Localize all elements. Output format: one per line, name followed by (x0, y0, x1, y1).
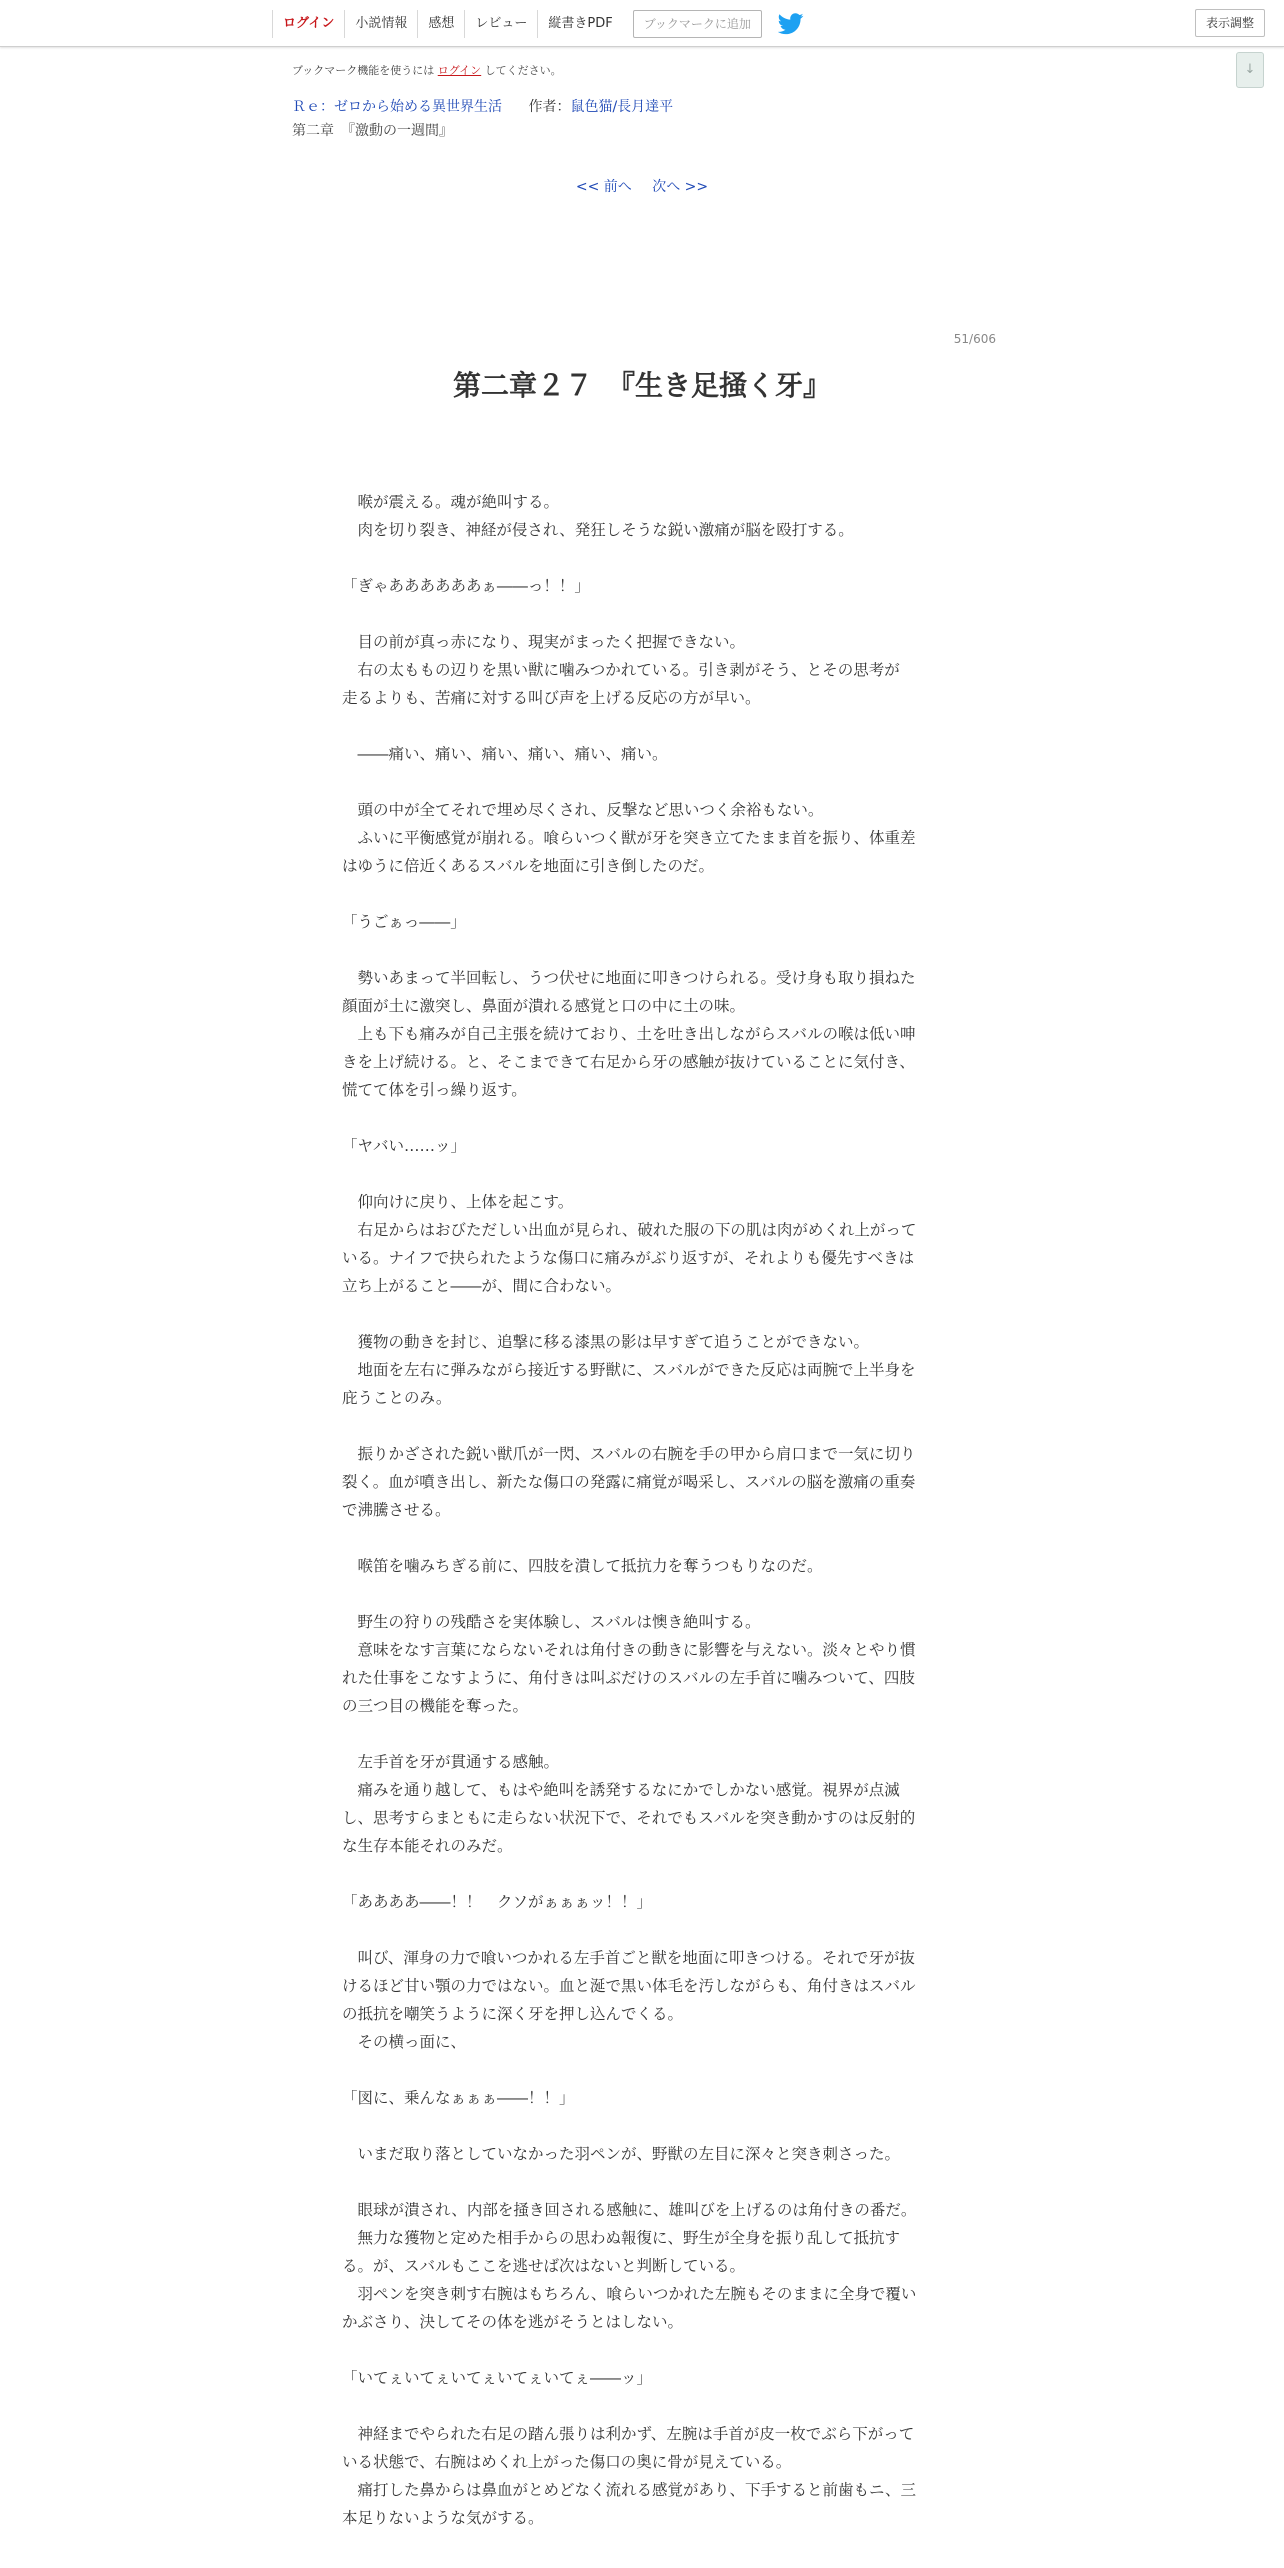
body-line (342, 544, 942, 572)
body-line: その横っ面に、 (342, 2033, 467, 2051)
body-line (342, 1160, 942, 1188)
body-line (342, 712, 942, 740)
body-line: れた仕事をこなすように、角付きは叫ぶだけのスバルの左手首に噛みついて、四肢 (342, 1669, 915, 1687)
body-line: 裂く。血が噴き出し、新たな傷口の発露に痛覚が喝采し、スバルの脳を激痛の重奏 (342, 1473, 916, 1491)
bookmark-notice (292, 62, 562, 78)
body-line: る。が、スバルもここを逃せば次はないと判断している。 (342, 2257, 746, 2275)
next-link[interactable]: 次へ >> (652, 179, 709, 195)
body-line: 頭の中が全てそれで埋め尽くされ、反撃など思いつく余裕もない。 (342, 801, 824, 819)
body-line: 神経までやられた右足の踏ん張りは利かず、左腕は手首が皮一枚でぶら下がって (342, 2425, 915, 2443)
body-line: いる。ナイフで抉られたような傷口に痛みがぶり返すが、それよりも優先すべきは (342, 1249, 915, 1267)
body-line: 獲物の動きを封じ、追撃に移る漆黒の影は早すぎて追うことができない。 (342, 1333, 870, 1351)
body-line (342, 1524, 942, 1552)
body-line (342, 1104, 942, 1132)
series-info (292, 96, 673, 116)
novel-body (342, 488, 942, 2532)
body-line: 右足からはおびただしい出血が見られ、破れた服の下の肌は肉がめくれ上がって (342, 1221, 917, 1239)
body-line: 目の前が真っ赤になり、現実がまったく把握できない。 (342, 633, 746, 651)
body-line: 肉を切り裂き、神経が侵され、発狂しそうな鋭い激痛が脳を殴打する。 (342, 521, 854, 539)
body-line: 眼球が潰され、内部を掻き回される感触に、雄叫びを上げるのは角付きの番だ。 (342, 2201, 917, 2219)
body-line (342, 1300, 942, 1328)
body-line (342, 1916, 942, 1944)
body-line (342, 2112, 942, 2140)
bookmark-notice-post: してください。 (481, 64, 562, 77)
body-line: 喉が震える。魂が絶叫する。 (342, 493, 560, 511)
body-line: 「いてぇいてぇいてぇいてぇいてぇ――ッ」 (342, 2369, 653, 2387)
body-line: ふいに平衡感覚が崩れる。喰らいつく獣が牙を突き立てたまま首を振り、体重差 (342, 829, 916, 847)
body-line: 痛打した鼻からは鼻血がとめどなく流れる感覚があり、下手すると前歯もニ、三 (342, 2481, 916, 2499)
body-line: 仰向けに戻り、上体を起こす。 (342, 1193, 574, 1211)
body-line: 叫び、渾身の力で喰いつかれる左手首ごと獣を地面に叩きつける。それで牙が抜 (342, 1949, 915, 1967)
body-line: の三つ目の機能を奪った。 (342, 1697, 529, 1715)
scroll-down-button[interactable]: ↓ (1236, 52, 1264, 88)
body-line: いる状態で、右腕はめくれ上がった傷口の奥に骨が見えている。 (342, 2453, 792, 2471)
body-line: 無力な獲物と定めた相手からの思わぬ報復に、野生が全身を振り乱して抵抗す (342, 2229, 901, 2247)
body-line: 意味をなす言葉にならないそれは角付きの動きに影響を与えない。淡々とやり慣 (342, 1641, 916, 1659)
episode-title: 第二章２７ 『生き足掻く牙』 (452, 369, 831, 402)
chapter-name: 第二章 『激動の一週間』 (292, 123, 453, 139)
author-label: 作者： (528, 99, 571, 115)
body-line (342, 1412, 942, 1440)
body-line (342, 1720, 942, 1748)
body-line: 庇うことのみ。 (342, 1389, 452, 1407)
main-nav (272, 10, 804, 38)
body-line: で沸騰させる。 (342, 1501, 451, 1519)
body-line: の抵抗を嘲笑うように深く牙を押し込んでくる。 (342, 2005, 684, 2023)
body-line (342, 600, 942, 628)
body-line: はゆうに倍近くあるスバルを地面に引き倒したのだ。 (342, 857, 715, 875)
body-line (342, 936, 942, 964)
body-line (342, 2392, 942, 2420)
body-line: 上も下も痛みが自己主張を続けており、土を吐き出しながらスバルの喉は低い呻 (342, 1025, 916, 1043)
body-line: けるほど甘い顎の力ではない。血と涎で黒い体毛を汚しながらも、角付きはスバル (342, 1977, 916, 1995)
body-line: 「ああああ――！！ クソがぁぁぁッ！！」 (342, 1893, 653, 1911)
body-line: 「図に、乗んなぁぁぁ――！！」 (342, 2089, 575, 2107)
body-line: 振りかざされた鋭い獣爪が一閃、スバルの右腕を手の甲から肩口まで一気に切り (342, 1445, 916, 1463)
body-line: な生存本能それのみだ。 (342, 1837, 513, 1855)
body-line: 野生の狩りの残酷さを実体験し、スバルは懊き絶叫する。 (342, 1613, 761, 1631)
body-line: 右の太ももの辺りを黒い獣に噛みつかれている。引き剥がそう、とその思考が (342, 661, 900, 679)
page-count: 51/606 (953, 332, 996, 346)
body-line: 勢いあまって半回転し、うつ伏せに地面に叩きつけられる。受け身も取り損ねた (342, 969, 916, 987)
impressions-link[interactable]: 感想 (417, 10, 464, 38)
body-line: 顔面が土に激突し、鼻面が潰れる感覚と口の中に土の味。 (342, 997, 746, 1015)
body-line: きを上げ続ける。と、そこまできて右足から牙の感触が抜けていることに気付き、 (342, 1053, 915, 1071)
display-settings-button[interactable]: 表示調整 (1195, 9, 1265, 37)
body-line (342, 880, 942, 908)
body-line: 羽ペンを突き刺す右腕はもちろん、喰らいつかれた左腕もそのままに全身で覆い (342, 2285, 917, 2303)
pager-top (0, 176, 1284, 196)
body-line: 痛みを通り越して、もはや絶叫を誘発するなにかでしかない感覚。視界が点滅 (342, 1781, 900, 1799)
body-line: 「ヤバい……ッ」 (342, 1137, 467, 1155)
body-line: 本足りないような気がする。 (342, 2509, 544, 2527)
add-bookmark-button[interactable]: ブックマークに追加 (633, 10, 762, 38)
vertical-pdf-link[interactable]: 縦書きPDF (537, 10, 622, 38)
body-line: いまだ取り落としていなかった羽ペンが、野獣の左目に深々と突き刺さった。 (342, 2145, 901, 2163)
body-line: かぶさり、決してその体を逃がそうとはしない。 (342, 2313, 684, 2331)
login-link[interactable]: ログイン (272, 10, 344, 38)
series-title-link[interactable]: Ｒｅ：ゼロから始める異世界生活 (292, 99, 502, 115)
body-line: し、思考すらまともに走らない状況下で、それでもスバルを突き動かすのは反射的 (342, 1809, 916, 1827)
body-line: 左手首を牙が貫通する感触。 (342, 1753, 560, 1771)
top-navigation-bar (0, 0, 1284, 47)
body-line (342, 2168, 942, 2196)
author-link[interactable]: 鼠色猫/長月達平 (570, 99, 674, 115)
body-line (342, 1580, 942, 1608)
body-line: ――痛い、痛い、痛い、痛い、痛い、痛い。 (342, 745, 668, 763)
body-line: 喉笛を噛みちぎる前に、四肢を潰して抵抗力を奪うつもりなのだ。 (342, 1557, 823, 1575)
bookmark-notice-pre: ブックマーク機能を使うには (292, 64, 438, 77)
novel-info-link[interactable]: 小説情報 (344, 10, 417, 38)
body-line: 「うごぁっ――」 (342, 913, 466, 931)
review-link[interactable]: レビュー (464, 10, 537, 38)
twitter-bird-icon[interactable] (778, 13, 804, 35)
body-line: 立ち上がること――が、間に合わない。 (342, 1277, 622, 1295)
body-line (342, 2336, 942, 2364)
body-line: 地面を左右に弾みながら接近する野獣に、スバルができた反応は両腕で上半身を (342, 1361, 916, 1379)
body-line (342, 2056, 942, 2084)
body-line (342, 768, 942, 796)
body-line: 走るよりも、苦痛に対する叫び声を上げる反応の方が早い。 (342, 689, 761, 707)
body-line (342, 1860, 942, 1888)
prev-link[interactable]: << 前へ (575, 179, 632, 195)
bookmark-login-link[interactable]: ログイン (437, 64, 482, 77)
body-line: 「ぎゃああああああぁ――っ！！」 (342, 577, 590, 595)
body-line: 慌てて体を引っ繰り返す。 (342, 1081, 527, 1099)
